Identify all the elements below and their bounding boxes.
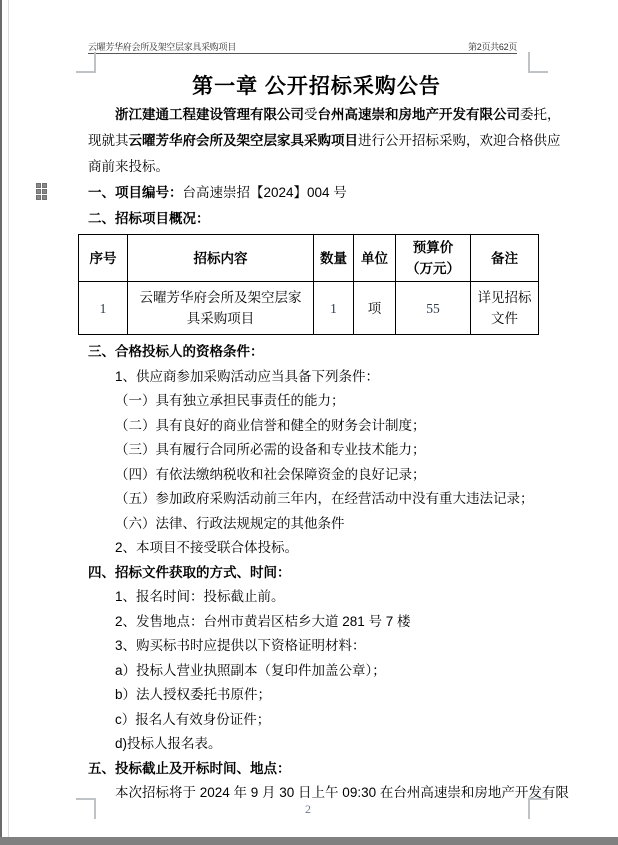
section-heading: 五、投标截止及开标时间、地点：	[88, 760, 291, 776]
section-lines-top	[88, 180, 545, 232]
table-header-cell: 单位	[354, 235, 396, 282]
document-content	[88, 72, 569, 806]
text-line: 本次招标将于 2024 年 9 月 30 日上午 09:30 在台州高速崇和房地产开发有限	[115, 785, 569, 800]
table-cell: 项	[354, 282, 396, 335]
text-line: 1、供应商参加采购活动应当具备下列条件：	[115, 368, 380, 384]
text-line: b）法人授权委托书原件；	[115, 687, 272, 702]
header-page-info: 第2页共62页	[468, 42, 517, 52]
text-line: （一）具有独立承担民事责任的能力；	[115, 393, 345, 408]
text-line: 2、本项目不接受联合体投标。	[115, 540, 299, 555]
text-line: 3、购买标书时应提供以下资格证明材料：	[115, 638, 366, 653]
page-edge-bottom	[0, 837, 618, 845]
tender-table-body	[79, 282, 539, 335]
table-header-cell: 备注	[471, 235, 539, 282]
text-line: 1、报名时间：投标截止前。	[115, 589, 285, 604]
table-header-cell: 序号	[79, 235, 128, 282]
text-line: 2、发售地点：台州市黄岩区桔乡大道 281 号 7 楼	[115, 613, 411, 629]
table-cell: 云曜芳华府会所及架空层家具采购项目	[128, 282, 314, 335]
intro-line: 浙江建通工程建设管理有限公司受台州高速崇和房地产开发有限公司委托，	[115, 107, 561, 122]
text-line: （五）参加政府采购活动前三年内，在经营活动中没有重大违法记录；	[115, 491, 534, 506]
page-edge-left	[0, 0, 2, 845]
table-cell: 55	[396, 282, 471, 335]
page-number: 2	[305, 802, 311, 816]
crop-mark-top-left	[76, 52, 96, 73]
page-footer	[88, 802, 528, 817]
intro-line: 商前来投标。	[88, 159, 169, 174]
document-title: 第一章 公开招标采购公告	[192, 75, 441, 98]
page-header	[88, 40, 517, 54]
table-cell: 1	[79, 282, 128, 335]
section-heading: 一、项目编号：台高速崇招【2024】004 号	[88, 185, 347, 200]
crop-mark-top-right	[528, 52, 548, 73]
tender-table-header-row	[79, 235, 539, 282]
intro-paragraph	[88, 102, 561, 180]
table-cell: 详见招标文件	[471, 282, 539, 335]
text-line: （六）法律、行政法规规定的其他条件	[115, 515, 345, 531]
header-project-title: 云曜芳华府会所及架空层家具采购项目	[88, 42, 236, 52]
page-edge-shadow	[8, 0, 9, 837]
text-line: （二）具有良好的商业信誉和健全的财务会计制度；	[115, 417, 426, 433]
drag-handle-icon[interactable]	[36, 183, 48, 201]
table-header-cell: 预算价（万元）	[396, 235, 471, 282]
table-header-cell: 招标内容	[128, 235, 314, 282]
intro-line: 现就其云曜芳华府会所及架空层家具采购项目进行公开招标采购，欢迎合格供应	[88, 133, 561, 148]
section-lines-bottom	[88, 340, 569, 806]
text-line: a）投标人营业执照副本（复印件加盖公章）；	[115, 662, 386, 678]
text-line: d)投标人报名表。	[115, 736, 222, 751]
text-line: （三）具有履行合同所必需的设备和专业技术能力；	[115, 442, 426, 457]
section-heading: 四、招标文件获取的方式、时间：	[88, 564, 291, 580]
text-line: c）报名人有效身份证件；	[115, 711, 271, 727]
table-header-cell: 数量	[314, 235, 354, 282]
tender-table	[78, 234, 539, 335]
text-line: （四）有依法缴纳税收和社会保障资金的良好记录；	[115, 466, 426, 482]
section-heading: 三、合格投标人的资格条件：	[88, 344, 264, 359]
section-heading: 二、招标项目概况：	[88, 211, 210, 226]
table-row	[79, 282, 539, 335]
table-cell: 1	[314, 282, 354, 335]
